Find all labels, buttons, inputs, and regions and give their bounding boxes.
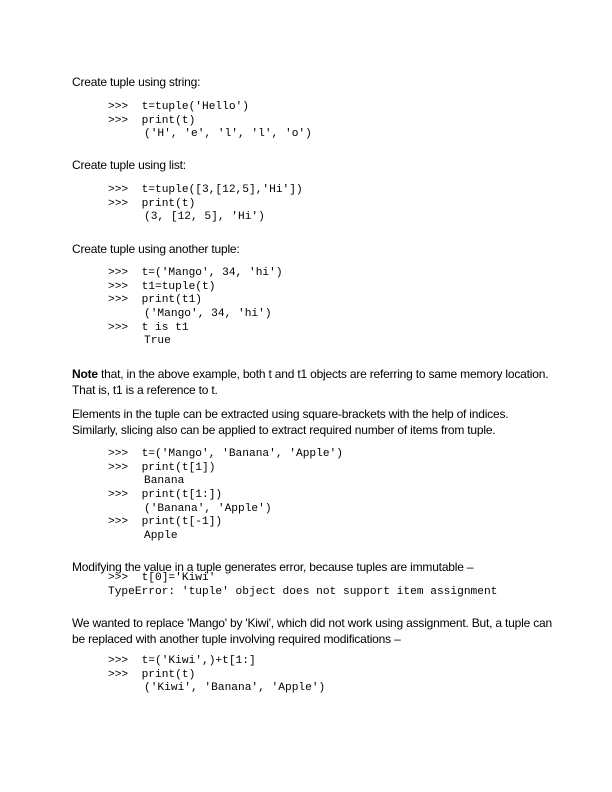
code-output-line: ('Kiwi', 'Banana', 'Apple') [144, 682, 326, 695]
code-input-line: >>> print(t) [108, 668, 196, 681]
code-block-replace [108, 655, 325, 696]
code-input-line: >>> t is t1 [108, 321, 189, 334]
note-paragraph [72, 366, 552, 398]
code-input-line: >>> t=('Mango', 'Banana', 'Apple') [108, 448, 343, 460]
code-input-line: >>> print(t1) [108, 294, 202, 307]
code-output-line: ('Banana', 'Apple') [144, 502, 272, 515]
code-block-tuple-from-list [108, 184, 303, 225]
note-text: that, in the above example, both t and t1 objects are referring to same memory location. That is, t1 is a reference to t. [72, 367, 549, 397]
note-label: Note [72, 367, 98, 381]
code-input-line: >>> print(t[-1]) [108, 516, 223, 529]
code-output-line: Banana [144, 475, 185, 488]
code-output-line: ('H', 'e', 'l', 'l', 'o') [144, 128, 312, 141]
heading-tuple-from-string: Create tuple using string: [72, 75, 201, 89]
code-input-line: >>> t=tuple('Hello') [108, 101, 249, 113]
heading-tuple-from-list: Create tuple using list: [72, 158, 186, 172]
indexing-paragraph: Elements in the tuple can be extracted using square-brackets with the help of indices. Similarly, slicing also can be applied to extract required number of items from tuple. [72, 407, 509, 437]
code-output-line: (3, [12, 5], 'Hi') [144, 211, 265, 224]
code-block-immutable [108, 572, 497, 599]
code-input-line: >>> print(t[1]) [108, 461, 216, 474]
code-input-line: >>> print(t) [108, 197, 196, 210]
code-input-line: TypeError: 'tuple' object does not support item assignment [108, 585, 498, 598]
code-input-line: >>> t=('Kiwi',)+t[1:] [108, 655, 256, 667]
code-input-line: >>> t=('Mango', 34, 'hi') [108, 267, 283, 279]
code-input-line: >>> print(t[1:]) [108, 489, 223, 502]
code-block-indexing [108, 448, 343, 544]
code-input-line: >>> t[0]='Kiwi' [108, 572, 216, 584]
immutable-paragraph: Modifying the value in a tuple generates error, because tuples are immutable – [72, 560, 474, 574]
code-input-line: >>> t=tuple([3,[12,5],'Hi']) [108, 184, 303, 196]
code-block-tuple-from-tuple [108, 267, 283, 349]
code-input-line: >>> print(t) [108, 114, 196, 127]
code-output-line: Apple [144, 530, 178, 543]
code-block-tuple-from-string [108, 101, 312, 142]
code-input-line: >>> t1=tuple(t) [108, 280, 216, 293]
code-output-line: True [144, 335, 171, 348]
code-output-line: ('Mango', 34, 'hi') [144, 308, 272, 321]
replace-paragraph: We wanted to replace 'Mango' by 'Kiwi', which did not work using assignment. But, a tuple can be replaced with another tuple involving required modifications – [72, 616, 552, 646]
heading-tuple-from-tuple: Create tuple using another tuple: [72, 242, 240, 256]
